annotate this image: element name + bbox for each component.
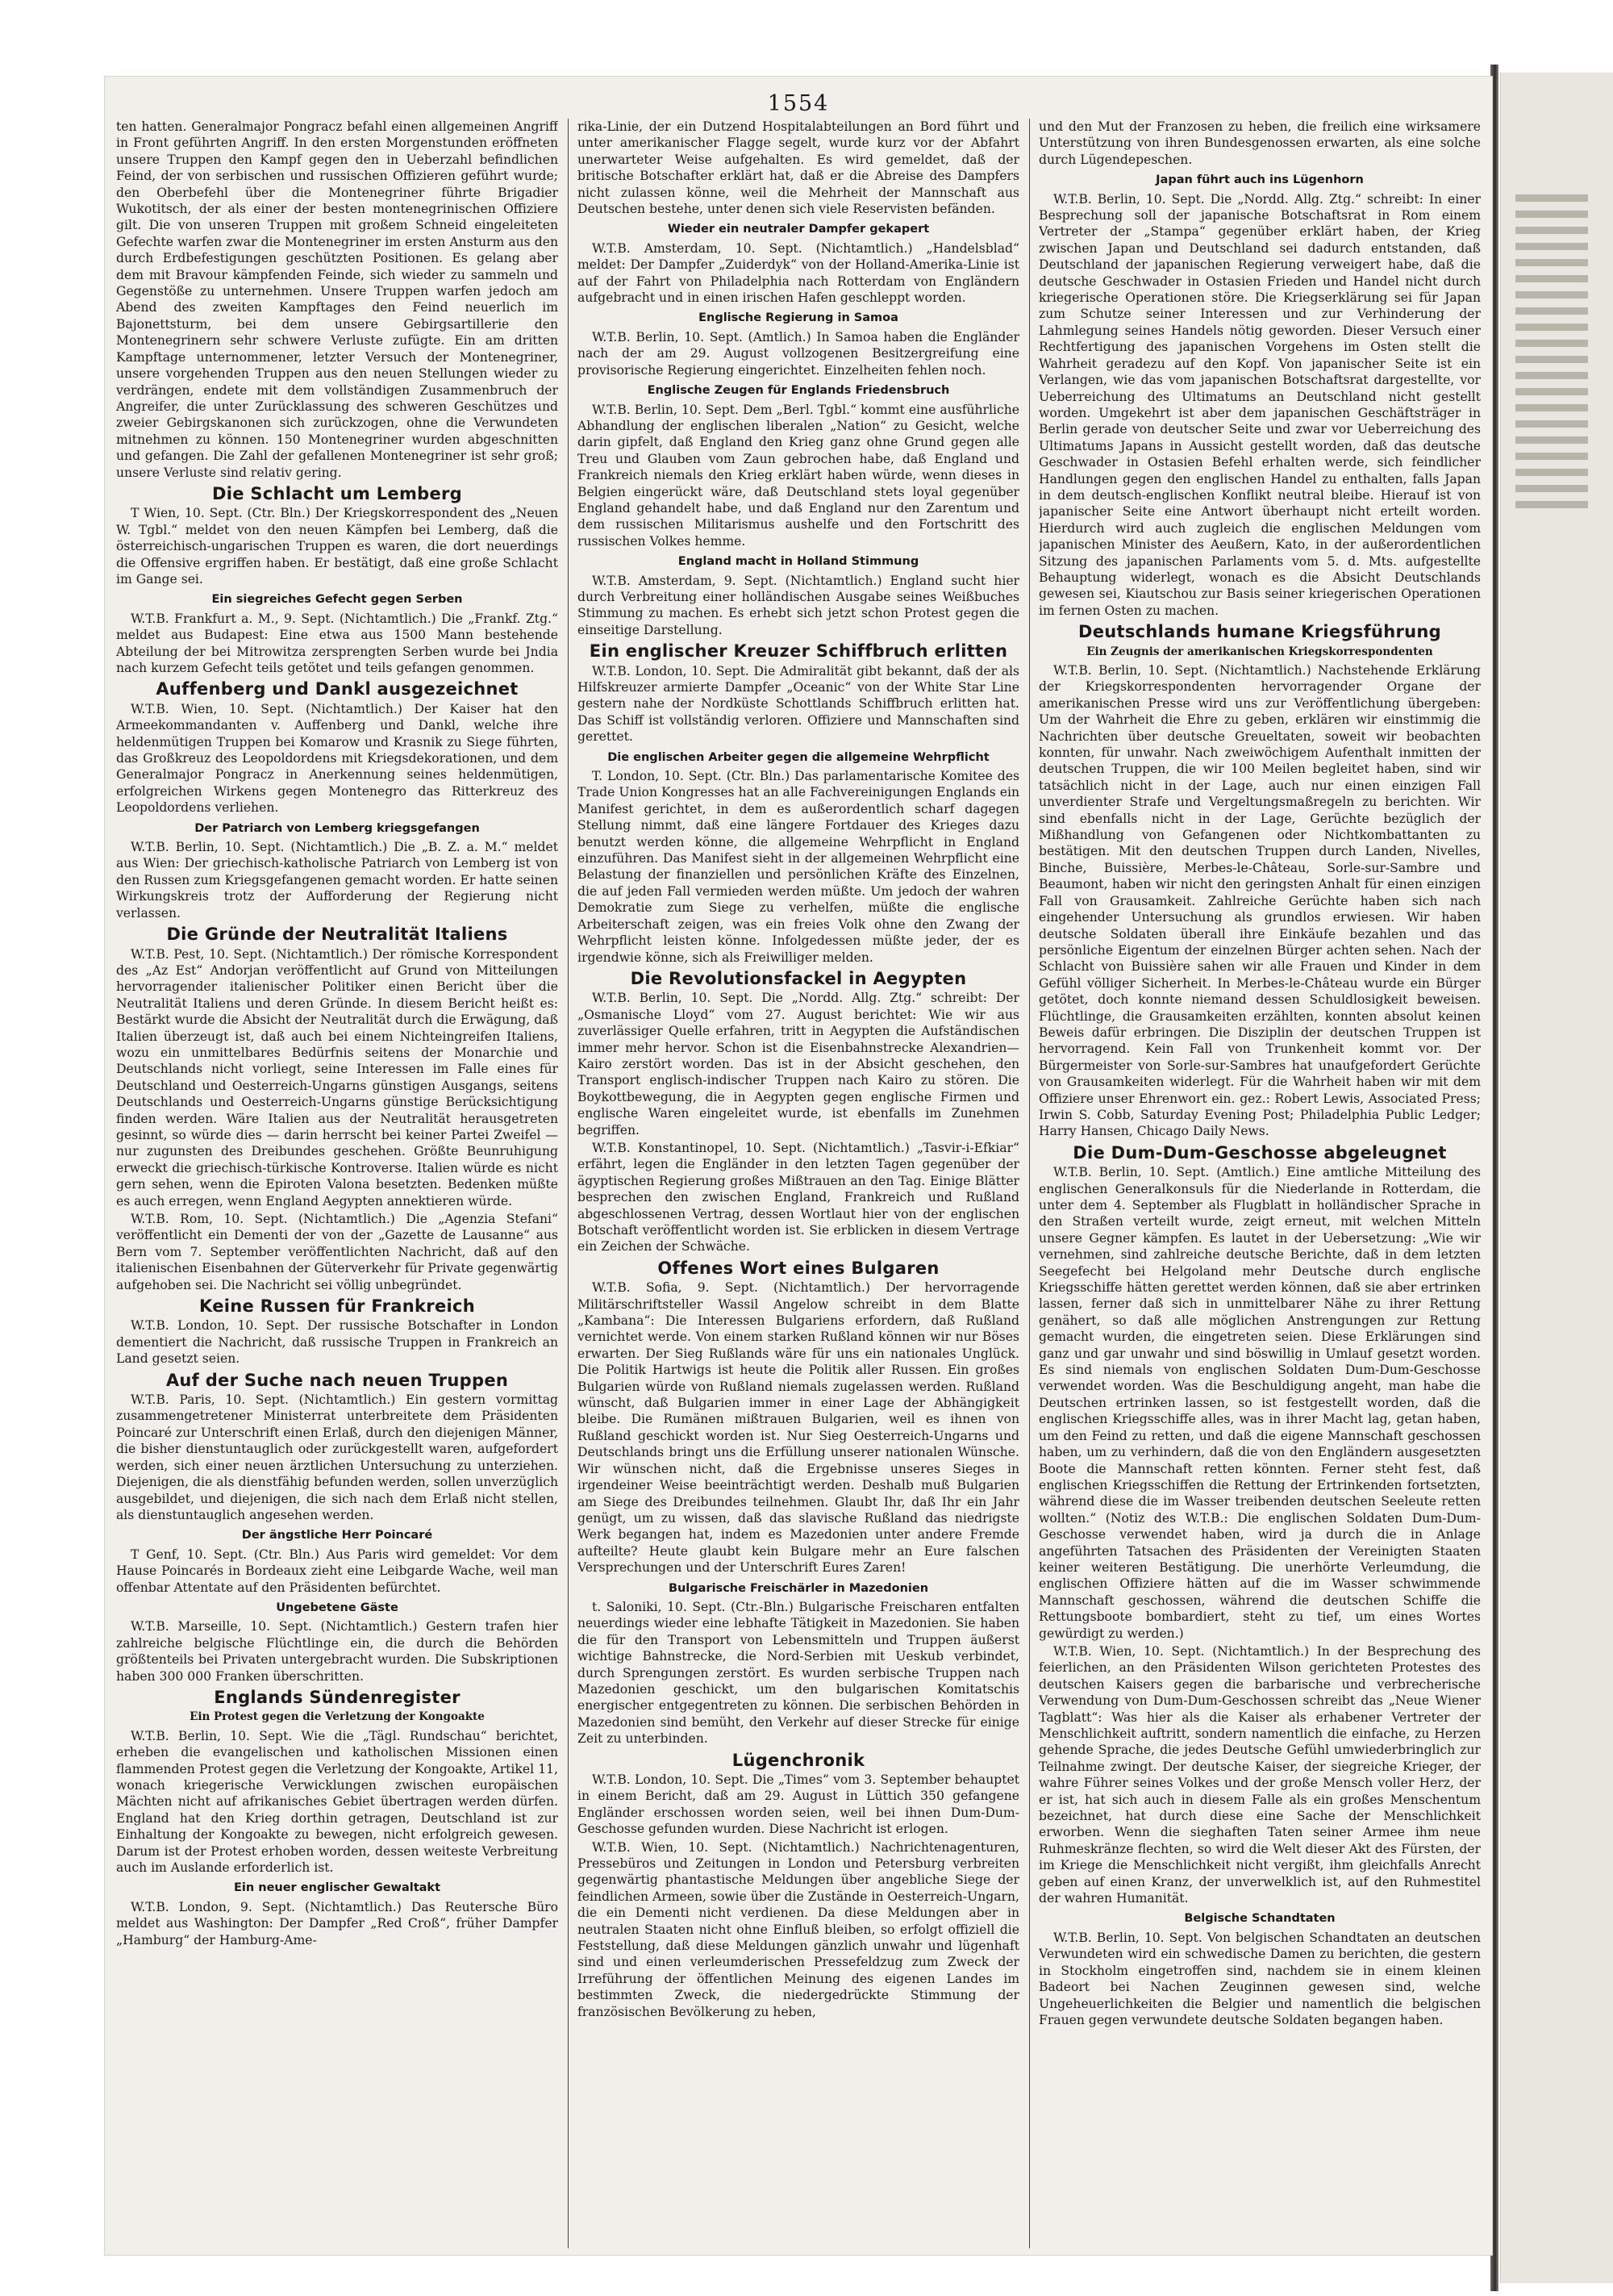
article-paragraph: W.T.B. London, 10. Sept. Der russische Botschafter in London dementiert die Nachricht, daß russische Truppen in Frankreich an Land gesetzt seien. <box>116 1318 558 1367</box>
article-subheadline: Der ängstliche Herr Poincaré <box>241 1529 433 1542</box>
column-3 <box>1039 119 1481 2248</box>
article-paragraph: W.T.B. Wien, 10. Sept. (Nichtamtlich.) Der Kaiser hat den Armeekommandanten v. Auffenberg und Dankl, welche ihre heldenmütigen Truppen bei Komarow und Krasnik zu Siege führten, das Großkreuz des Leopoldordens mit Kriegsdekorationen, und dem Generalmajor Pongracz in Anerkennung seines heldenmütigen, erfolgreichen Wirkens gegen Montenegro das Ritterkreuz des Leopoldordens verliehen. <box>116 701 558 816</box>
article-subheadline: Englische Zeugen für Englands Friedensbruch <box>647 384 950 398</box>
article-paragraph: W.T.B. Wien, 10. Sept. (Nichtamtlich.) In der Besprechung des feierlichen, an den Präsidenten Wilson gerichteten Protestes des deutschen Kaisers gegen die barbarische und verbrecherische Verwendung von Dum-Dum-Geschossen schreibt das „Neue Wiener Tagblatt“: Was hier als die Kaiser als erhabener Vertreter der Menschlichkeit auftritt, sondern namentlich die einfache, zu Herzen gehende Sprache, die jedes Deutsche Gefühl umwiederbringlich zur Teilnahme zwingt. Der deutsche Kaiser, der siegreiche Krieger, der wahre Führer seines Volkes und der große Mensch voller Herz, der er ist, hat sich auch in diesem Falle als ein großes Menschentum bezeichnet, hat durch diese eine Sache der Menschlichkeit erworben. Wenn die sieghaften Taten seiner Armee ihm neue Ruhmeskränze flechten, so wird die Welt dieser Akt des Fürsten, der im Kriege die Menschlichkeit nicht vergißt, ihm gleichfalls Anrecht geben auf einen Kranz, der unverwelklich ist, auf den Ruhmestitel der wahren Humanität. <box>1039 1643 1481 1906</box>
article-paragraph: W.T.B. Berlin, 10. Sept. (Nichtamtlich.) Die „B. Z. a. M.“ meldet aus Wien: Der griechisch-katholische Patriarch von Lemberg ist von den Russen zum Kriegsgefangenen gemacht worden. Er hatte seinen Wirkungskreis trotz der Aufforderung der Regierung nicht verlassen. <box>116 840 558 920</box>
column-rule <box>1029 119 1030 2248</box>
article-paragraph: W.T.B. Wien, 10. Sept. (Nichtamtlich.) Nachrichtenagenturen, Pressebüros und Zeitungen in London und Petersburg verbreiten gegenwärtig phantastische Meldungen über angebliche Siege der feindlichen Armeen, sowie über die Zustände in Oesterreich-Ungarn, die ein Dementi nicht verdienen. Da diese Meldungen aber in neutralen Staaten nicht ohne Einfluß bleiben, so erfolgt offiziell die Feststellung, daß diese Meldungen gänzlich unwahr und lügenhaft sind und einen verleumderischen Pressefeldzug zum Zweck der Irreführung der öffentlichen Meinung des eigenen Landes im bestimmten Zweck, die niedergedrückte Stimmung der französischen Bevölkerung zu heben, <box>577 1839 1019 2019</box>
article-subheadline: Ungebetene Gäste <box>276 1601 398 1614</box>
article-paragraph: W.T.B. Paris, 10. Sept. (Nichtamtlich.) Ein gestern vormittag zusammengetretener Ministerrat unterbreitete dem Präsidenten Poincaré zur Unterschrift einen Erlaß, durch den diejenigen Männer, die bisher dienstuntauglich oder zurückgestellt waren, aufgefordert werden, sich einer neuen ärztlichen Untersuchung zu unterziehen. Diejenigen, die als dienstfähig befunden werden, sollen unverzüglich ausgebildet, und diejenigen, die sich nach dem Erlaß nicht stellen, als dienstuntauglich angesehen werden. <box>116 1392 558 1522</box>
article-paragraph: W.T.B. Berlin, 10. Sept. Von belgischen Schandtaten an deutschen Verwundeten wird ein schwedische Damen zu berichten, die gestern in Stockholm eingetroffen sind, nachdem sie in einem kleinen Badeort bei Nachen Zeuginnen gewesen sind, welche Ungeheuerlichkeiten die Belgier und namentlich die belgischen Frauen gegen verwundete deutsche Soldaten begangen haben. <box>1039 1930 1481 2027</box>
newspaper-page <box>105 77 1492 2255</box>
article-columns <box>116 119 1481 2248</box>
article-headline: Lügenchronik <box>731 1750 865 1770</box>
article-headline: Keine Russen für Frankreich <box>199 1296 475 1317</box>
article-headline: Offenes Wort eines Bulgaren <box>657 1258 940 1278</box>
article-headline: Die Schlacht um Lemberg <box>211 483 463 503</box>
column-2 <box>577 119 1019 2248</box>
article-headline: Deutschlands humane Kriegsführung <box>1077 622 1441 642</box>
article-paragraph: W.T.B. Berlin, 10. Sept. Dem „Berl. Tgbl.“ kommt eine ausführliche Abhandlung der englischen liberalen „Nation“ zu Gesicht, welche darin gipfelt, daß England den Krieg ganz ohne Grund gegen alle Treu und Glauben vom Zaun gebrochen habe, daß England und Frankreich niemals den Krieg erklärt haben würde, wenn dieses in Belgien eingerückt wäre, daß Deutschland stets loyal gegenüber England gehandelt habe, und daß England nur den Zarentum und dem russischen Militarismus aushelfe und den Fortschritt des russischen Volkes hemme. <box>577 402 1019 549</box>
article-paragraph: W.T.B. Marseille, 10. Sept. (Nichtamtlich.) Gestern trafen hier zahlreiche belgische Flüchtlinge ein, die durch die Behörden größtenteils bei Privaten untergebracht wurden. Die Subskriptionen haben 300 000 Franken überschritten. <box>116 1619 558 1684</box>
column-rule <box>568 119 569 2248</box>
article-kicker: Ein Zeugnis der amerikanischen Kriegskorrespondenten <box>1086 645 1433 658</box>
article-paragraph: rika-Linie, der ein Dutzend Hospitalabteilungen an Bord führt und unter amerikanischer Flagge segelt, wurde kurz vor der Abfahrt unerwarteter Weise aufgehalten. Es wird gemeldet, daß der britische Botschafter erklärt hat, daß er die Abreise des Dampfers nicht zulassen könne, weil die Mehrheit der Mannschaft aus Deutschen bestehe, unter denen sich viele Reservisten befänden. <box>577 119 1019 217</box>
article-paragraph: T Wien, 10. Sept. (Ctr. Bln.) Der Kriegskorrespondent des „Neuen W. Tgbl.“ meldet von den neuen Kämpfen bei Lemberg, daß die österreichisch-ungarischen Truppen es waren, die dort neuerdings die Offensive ergriffen haben. Er bestätigt, daß eine große Schlacht im Gange sei. <box>116 506 558 587</box>
adjacent-page-text-fragments <box>1515 186 1588 517</box>
article-paragraph: W.T.B. London, 10. Sept. Die Admiralität gibt bekannt, daß der als Hilfskreuzer armierte Dampfer „Oceanic“ von der White Star Line gestern nahe der Nordküste Schottlands Schiffbruch erlitten hat. Das Schiff ist vollständig verloren. Offiziere und Mannschaften sind gerettet. <box>577 663 1019 745</box>
article-subheadline: Englische Regierung in Samoa <box>698 311 898 325</box>
article-paragraph: W.T.B. London, 9. Sept. (Nichtamtlich.) Das Reutersche Büro meldet aus Washington: Der Dampfer „Red Croß“, früher Dampfer „Hamburg“ der Hamburg-Ame- <box>116 1899 558 1947</box>
article-paragraph: t. Saloniki, 10. Sept. (Ctr.-Bln.) Bulgarische Freischaren entfalten neuerdings wieder eine lebhafte Tätigkeit in Mazedonien. Sie haben die für den Transport von Lebensmitteln und Truppen äußerst wichtige Bahnstrecke, die Nord-Serbien mit Ueskub verbindet, durch Sprengungen zerstört. Es wurden serbische Truppen nach Mazedonien geschickt, um den bulgarischen Komitatschis energischer entgegentreten zu können. Die serbischen Behörden in Mazedonien sind bemüht, den Verkehr auf dieser Strecke für einige Zeit zu unterbinden. <box>577 1599 1019 1747</box>
page-number: 1554 <box>767 91 830 116</box>
article-headline: Englands Sündenregister <box>214 1687 461 1707</box>
article-headline: Auffenberg und Dankl ausgezeichnet <box>156 679 519 699</box>
article-subheadline: Die englischen Arbeiter gegen die allgemeine Wehrpflicht <box>607 750 990 764</box>
article-paragraph: W.T.B. Berlin, 10. Sept. (Amtlich.) Eine amtliche Mitteilung des englischen Generalkonsuls für die Niederlande in Rotterdam, die unter dem 4. September als Flugblatt in holländischer Sprache in den Straßen verteilt wurde, zeigt erneut, mit welchen Mitteln unsere Gegner kämpfen. Es lautet in der Uebersetzung: „Wie wir vernehmen, sind zahlreiche deutsche Berichte, daß in dem letzten Seegefecht bei Helgoland mehr Deutsche durch englische Kriegsschiffe hätten gerettet werden können, daß sie aber ertrinken lassen, ferner daß sich in unmittelbarer Nähe zu ihrer Rettung genähert, so daß alle möglichen Anstrengungen zur Rettung gemacht wurden, die eingetreten seien. Diese Erklärungen sind ganz und gar unwahr und sind böswillig in Umlauf gesetzt worden. Es sind niemals von englischen Soldaten Dum-Dum-Geschosse verwendet worden. Was die Beschuldigung angeht, man habe die Deutschen ertrinken lassen, so ist festgestellt worden, daß die englischen Kriegsschiffe alles, was in ihrer Macht lag, getan haben, um den Feind zu retten, und daß die eigene Mannschaft geschossen haben, um zu verhindern, daß die von den Engländern ausgesetzten Boote die Mannschaft retten könnten. Ferner steht fest, daß englischen Kriegsschiffen die Rettung der Ertrinkenden fortsetzten, während diese die im Wasser treibenden deutschen Seeleute retten wollten.“ (Notiz des W.T.B.: Die englischen Soldaten Dum-Dum-Geschosse verwendet haben, wird ja durch die in Anlage angeführten Tatsachen des Präsidenten der Vereinigten Staaten keiner weiteren Bestätigung. Die unerhörte Verleumdung, die englischen Offiziere hätten auf die im Wasser schwimmende Mannschaft geschossen, während die deutschen Schiffe die Rettungsboote bombardiert, steht zu tief, um eines Wortes gewürdigt zu werden.) <box>1039 1165 1481 1641</box>
article-headline: Die Dum-Dum-Geschosse abgeleugnet <box>1073 1142 1447 1163</box>
article-paragraph: W.T.B. Berlin, 10. Sept. Wie die „Tägl. Rundschau“ berichtet, erheben die evangelischen und katholischen Missionen einen flammenden Protest gegen die Verletzung der Kongoakte, Artikel 11, wonach kriegerische Verwicklungen zwischen europäischen Mächten nicht auf afrikanisches Gebiet übertragen werden dürfen. England hat den Krieg dorthin getragen, Deutschland ist zur Einhaltung der Kongoakte zu bewegen, nicht erfolgreich gewesen. Darum ist der Protest erhoben worden, dessen weiteste Verbreitung auch im Auslande erforderlich ist. <box>116 1728 558 1876</box>
article-subheadline: England macht in Holland Stimmung <box>677 555 919 569</box>
adjacent-page-edge <box>1500 73 1613 2283</box>
article-paragraph: und den Mut der Franzosen zu heben, die freilich eine wirksamere Unterstützung von ihren Bundesgenossen erwarten, als eine solche durch Lügendepeschen. <box>1039 119 1481 167</box>
article-headline: Die Gründe der Neutralität Italiens <box>166 925 508 945</box>
column-1 <box>116 119 558 2248</box>
article-paragraph: W.T.B. London, 10. Sept. Die „Times“ vom 3. September behauptet in einem Bericht, daß am 29. August in Lüttich 350 gefangene Engländer erschossen worden seien, weil bei ihnen Dum-Dum-Geschosse gefunden wurden. Diese Nachricht ist erlogen. <box>577 1772 1019 1837</box>
article-subheadline: Ein neuer englischer Gewaltakt <box>234 1881 440 1895</box>
article-paragraph: W.T.B. Frankfurt a. M., 9. Sept. (Nichtamtlich.) Die „Frankf. Ztg.“ meldet aus Budapest: Eine etwa aus 1500 Mann bestehende Abteilung der bei Mitrowitza zersprengten Serben wurde bei Jndia nach kurzem Gefecht teils getötet und teils gefangen genommen. <box>116 611 558 675</box>
article-paragraph: W.T.B. Berlin, 10. Sept. (Amtlich.) In Samoa haben die Engländer nach der am 29. August vollzogenen Besitzergreifung eine provisorische Regierung eingerichtet. Einzelheiten fehlen noch. <box>577 329 1019 378</box>
article-paragraph: W.T.B. Amsterdam, 9. Sept. (Nichtamtlich.) England sucht hier durch Verbreitung einer holländischen Ausgabe seines Weißbuches Stimmung zu machen. Es erhebt sich jetzt schon Protest gegen die einseitige Darstellung. <box>577 573 1019 637</box>
article-subheadline: Bulgarische Freischärler in Mazedonien <box>668 1581 929 1595</box>
article-paragraph: W.T.B. Konstantinopel, 10. Sept. (Nichtamtlich.) „Tasvir-i-Efkiar“ erfährt, legen die Engländer in den letzten Tagen gegenüber der ägyptischen Regierung großes Mißtrauen an den Tag. Einige Blätter besprechen den zwischen England, Frankreich und Rußland abgeschlossenen Vertrag, dessen Wortlaut hier von der englischen Botschaft veröffentlicht worden ist. Sie erblicken in diesem Vertrage ein Zeichen der Schwäche. <box>577 1140 1019 1254</box>
article-paragraph: W.T.B. Berlin, 10. Sept. (Nichtamtlich.) Nachstehende Erklärung der Kriegskorrespondenten hervorragender Organe der amerikanischen Presse wird uns zur Veröffentlichung übergeben: Um der Wahrheit die Ehre zu geben, erklären wir einstimmig die Nachrichten über deutsche Greueltaten, soweit wir beobachten konnten, für unwahr. Nach zweiwöchigem Aufenthalt inmitten der deutschen Truppen, die wir 100 Meilen begleitet haben, sind wir tatsächlich nicht in der Lage, auch nur einen einzigen Fall unverdienter Strafe und Vergeltungsmaßregeln zu berichten. Wir sind ebenfalls nicht in der Lage, Gerüchte bezüglich der Mißhandlung von Gefangenen oder Nichtkombattanten zu bestätigen. Mit den deutschen Truppen durch Landen, Nivelles, Binche, Buissière, Merbes-le-Château, Sorle-sur-Sambre und Beaumont, haben wir nicht den geringsten Anhalt für einen einzigen Fall von Grausamkeit. Zahlreiche Gerüchte haben sich nach eingehender Untersuchung als grundlos erwiesen. Wir haben deutsche Soldaten überall ihre Einkäufe bezahlen und das persönliche Eigentum der einzelnen Bürger achten sehen. Nach der Schlacht von Buissière sahen wir alle Frauen und Kinder in dem Gefühl völliger Sicherheit. In Merbes-le-Château wurde ein Bürger getötet, doch konnte niemand dessen Schuldlosigkeit beweisen. Flüchtlinge, die Grausamkeiten erzählten, konnten absolut keinen Beweis dafür erbringen. Die Disziplin der deutschen Truppen ist hervorragend. Kein Fall von Trunkenheit kommt vor. Der Bürgermeister von Sorle-sur-Sambres hat unaufgefordert Gerüchte von Grausamkeiten widerlegt. Für die Wahrheit haben wir mit dem Offiziere unser Ehrenwort ein. gez.: Robert Lewis, Associated Press; Irwin S. Cobb, Saturday Evening Post; Philadelphia Public Ledger; Harry Hansen, Chicago Daily News. <box>1039 663 1481 1139</box>
article-paragraph: ten hatten. Generalmajor Pongracz befahl einen allgemeinen Angriff in Front geführten Angriff. In den ersten Morgenstunden eröffneten unsere Truppen den Kampf gegen den in Ueberzahl befindlichen Feind, der von serbischen und russischen Offizieren geführt wurde; den Oberbefehl über die Montenegriner führte Brigadier Wukotitsch, der als einer der besten montenegrinischen Offiziere gilt. Die von unseren Truppen mit großem Schneid eingeleiteten Gefechte warfen zwar die Montenegriner im ersten Ansturm aus den durch Erdbefestigungen geschützten Positionen. Es gelang aber dem mit Bravour kämpfenden Feinde, sich wieder zu sammeln und Gegenstöße zu unternehmen. Unsere Truppen warfen jedoch am Abend des zweiten Kampftages den Feind neuerlich im Bajonettsturm, bei dem unsere Gebirgsartillerie den Montenegrinern sehr schwere Verluste zufügte. Ein am dritten Kampftage unternommener, letzter Versuch der Montenegriner, unsere vorgehenden Truppen aus den neuen Stellungen wieder zu verdrängen, endete mit dem vollständigen Zusammenbruch der Angreifer, die unter Zurücklassung des schweren Geschützes und zweier Gebirgskanonen sich zurückzogen, ohne die Verwundeten mitnehmen zu können. 150 Montenegriner wurden abgeschnitten und gefangen. Die Zahl der gefallenen Montenegriner ist sehr groß; unsere Verluste sind relativ gering. <box>116 119 558 480</box>
article-headline: Ein englischer Kreuzer Schiffbruch erlitten <box>589 641 1008 662</box>
article-paragraph: T Genf, 10. Sept. (Ctr. Bln.) Aus Paris wird gemeldet: Vor dem Hause Poincarés in Bordeaux zieht eine Leibgarde Wache, weil man offenbar Attentate auf den Präsidenten befürchtet. <box>116 1547 558 1595</box>
article-subheadline: Japan führt auch ins Lügenhorn <box>1156 173 1364 187</box>
article-headline: Die Revolutionsfackel in Aegypten <box>630 968 967 988</box>
article-paragraph: W.T.B. Berlin, 10. Sept. Die „Nordd. Allg. Ztg.“ schreibt: In einer Besprechung soll der japanische Botschaftsrat in Rom einem Vertreter der „Stampa“ gegenüber erklärt haben, der Krieg zwischen Japan und Deutschland sei dadurch entstanden, daß Deutschland der japanischen Regierung verweigert habe, daß die deutsche Geschwader in Ostasien Frieden und Handel nicht durch kriegerische Operationen störe. Die Kriegserklärung sei für Japan zum Schutze seiner Interessen und zur Verhinderung der Lahmlegung seines Handels nötig geworden. Dieser Versuch einer Rechtfertigung des japanischen Vorgehens im Osten stellt die Wahrheit geradezu auf den Kopf. Von japanischer Seite ist ein Verlangen, wie das vom japanischen Botschaftsrat dargestellte, vor Ueberreichung des Ultimatums an Deutschland nicht gestellt worden. Umgekehrt ist aber dem japanischen Geschäftsträger in Berlin gerade von deutscher Seite und zwar vor Ueberreichung des Ultimatums Japans in Aussicht gestellt worden, daß das deutsche Geschwader in Ostasien Befehl erhalten werde, sich feindlicher Handlungen gegen den englischen Handel zu enthalten, falls Japan in dem deutsch-englischen Konflikt neutral bleibe. Hierauf ist von japanischer Seite eine Antwort überhaupt nicht erteilt worden. Hierdurch wird auch zugleich die englischen Meldungen vom japanischen Minister des Aeußern, Kato, in der außerordentlichen Sitzung des japanischen Parlaments vom 5. d. Mts. aufgestellte Behauptung widerlegt, wonach es die Absicht Deutschlands gewesen sei, Kiautschou zur Basis seiner kriegerischen Operationen im fernen Osten zu machen. <box>1039 191 1481 618</box>
article-kicker: Ein Protest gegen die Verletzung der Kongoakte <box>190 1710 485 1724</box>
article-subheadline: Wieder ein neutraler Dampfer gekapert <box>667 223 930 236</box>
article-subheadline: Der Patriarch von Lemberg kriegsgefangen <box>194 821 480 835</box>
article-subheadline: Ein siegreiches Gefecht gegen Serben <box>211 593 463 607</box>
article-headline: Auf der Suche nach neuen Truppen <box>165 1370 509 1390</box>
article-paragraph: T. London, 10. Sept. (Ctr. Bln.) Das parlamentarische Komitee des Trade Union Kongresses hat an alle Fachvereinigungen Englands ein Manifest gerichtet, in dem es außerordentlich scharf dagegen Stellung nimmt, daß eine längere Fortdauer des Krieges dazu benutzt werden könne, die allgemeine Wehrpflicht in England einzuführen. Das Manifest sieht in der allgemeinen Wehrpflicht eine Belastung der finanziellen und persönlichen Kräfte des Einzelnen, die auf jeden Fall vermieden werden müßte. Um jedoch der wahren Demokratie zum Siege zu verhelfen, müßte die englische Arbeiterschaft zeigen, was ein freies Volk ohne den Zwang der Wehrpflicht leisten könne. Infolgedessen müßte jeder, der es irgendwie könne, sich als Freiwilliger melden. <box>577 769 1019 965</box>
article-paragraph: W.T.B. Berlin, 10. Sept. Die „Nordd. Allg. Ztg.“ schreibt: Der „Osmanische Lloyd“ vom 27. August berichtet: Wie wir aus zuverlässiger Quelle erfahren, tritt in Aegypten die Aufständischen immer mehr hervor. Schon ist die Eisenbahnstrecke Alexandrien—Kairo zerstört worden. Das ist in der Absicht geschehen, den Transport englisch-indischer Truppen nach Kairo zu stören. Die Boykottbewegung, die in Aegypten gegen englische Firmen und englische Waren eingeleitet wurde, ist ebenfalls im Zunehmen begriffen. <box>577 991 1019 1138</box>
article-subheadline: Belgische Schandtaten <box>1184 1912 1336 1926</box>
article-paragraph: W.T.B. Rom, 10. Sept. (Nichtamtlich.) Die „Agenzia Stefani“ veröffentlicht ein Dementi der von der „Gazette de Lausanne“ aus Bern vom 7. September veröffentlichten Nachricht, daß auf den italienischen Eisenbahnen der Güterverkehr für Private gegenwärtig aufgehoben sei. Die Nachricht sei völlig unbegründet. <box>116 1212 558 1292</box>
article-paragraph: W.T.B. Amsterdam, 10. Sept. (Nichtamtlich.) „Handelsblad“ meldet: Der Dampfer „Zuiderdyk“ von der Holland-Amerika-Linie ist auf der Fahrt von Philadelphia nach Rotterdam von Engländern aufgebracht und in einen irischen Hafen geschleppt worden. <box>577 240 1019 306</box>
article-paragraph: W.T.B. Pest, 10. Sept. (Nichtamtlich.) Der römische Korrespondent des „Az Est“ Andorjan veröffentlicht auf Grund von Mitteilungen hervorragender italienischer Politiker einen Bericht über die Neutralität Italiens und deren Gründe. In diesem Bericht heißt es: Bestärkt wurde die Absicht der Neutralität durch die Erwägung, daß Italien überzeugt ist, daß auch bei einem Nichteingreifen Italiens, wozu ein unmittelbares Bedürfnis seitens der Monarchie und Deutschlands nicht vorliegt, seine Interessen im Falle eines für Deutschland und Oesterreich-Ungarns günstigen Ausgangs, seitens Deutschlands und Oesterreich-Ungarns günstige Berücksichtigung finden werden. Wäre Italien aus der Neutralität herausgetreten gesinnt, so würde dies — darin herrscht bei keiner Partei Zweifel — nur zugunsten des Dreibundes geschehen. Größte Beunruhigung erweckt die griechisch-türkische Kontroverse. Italien würde es nicht gern sehen, wenn die Epiroten Valona besetzten. Bedenken müßte es auch erregen, wenn England Aegypten annektieren würde. <box>116 946 558 1209</box>
article-paragraph: W.T.B. Sofia, 9. Sept. (Nichtamtlich.) Der hervorragende Militärschriftsteller Wassil Angelow schreibt in dem Blatte „Kambana“: Die Interessen Bulgariens erfordern, daß Rußland vernichtet werde. Von einem starken Rußland können wir nur Böses erwarten. Der Sieg Rußlands wäre für uns ein nationales Unglück. Die Politik Hartwigs ist heute die Politik aller Russen. Ein großes Bulgarien würde von Rußland niemals zugelassen werden. Rußland wünscht, daß Bulgarien immer in einer Lage der Abhängigkeit bleibe. Die Rumänen mißtrauen Bulgarien, weil es ihnen von Rußland geschickt worden ist. Nur Sieg Oesterreich-Ungarns und Deutschlands bringt uns die Erfüllung unserer nationalen Wünsche. Wir wünschen nicht, daß die Ergebnisse unseres Sieges in irgendeiner Weise beeinträchtigt werden. Deshalb muß Bulgarien am Siege des Dreibundes teilnehmen. Glaubt Ihr, daß Ihr ein Jahr genügt, um zu wissen, daß das slavische Rußland das niedrigste Werk begangen hat, indem es Mazedonien unter andere Fremde aufteilte? Heute glaubt kein Bulgare mehr an Eure falschen Versprechungen und der Unterschrift Eures Zaren! <box>577 1280 1019 1576</box>
